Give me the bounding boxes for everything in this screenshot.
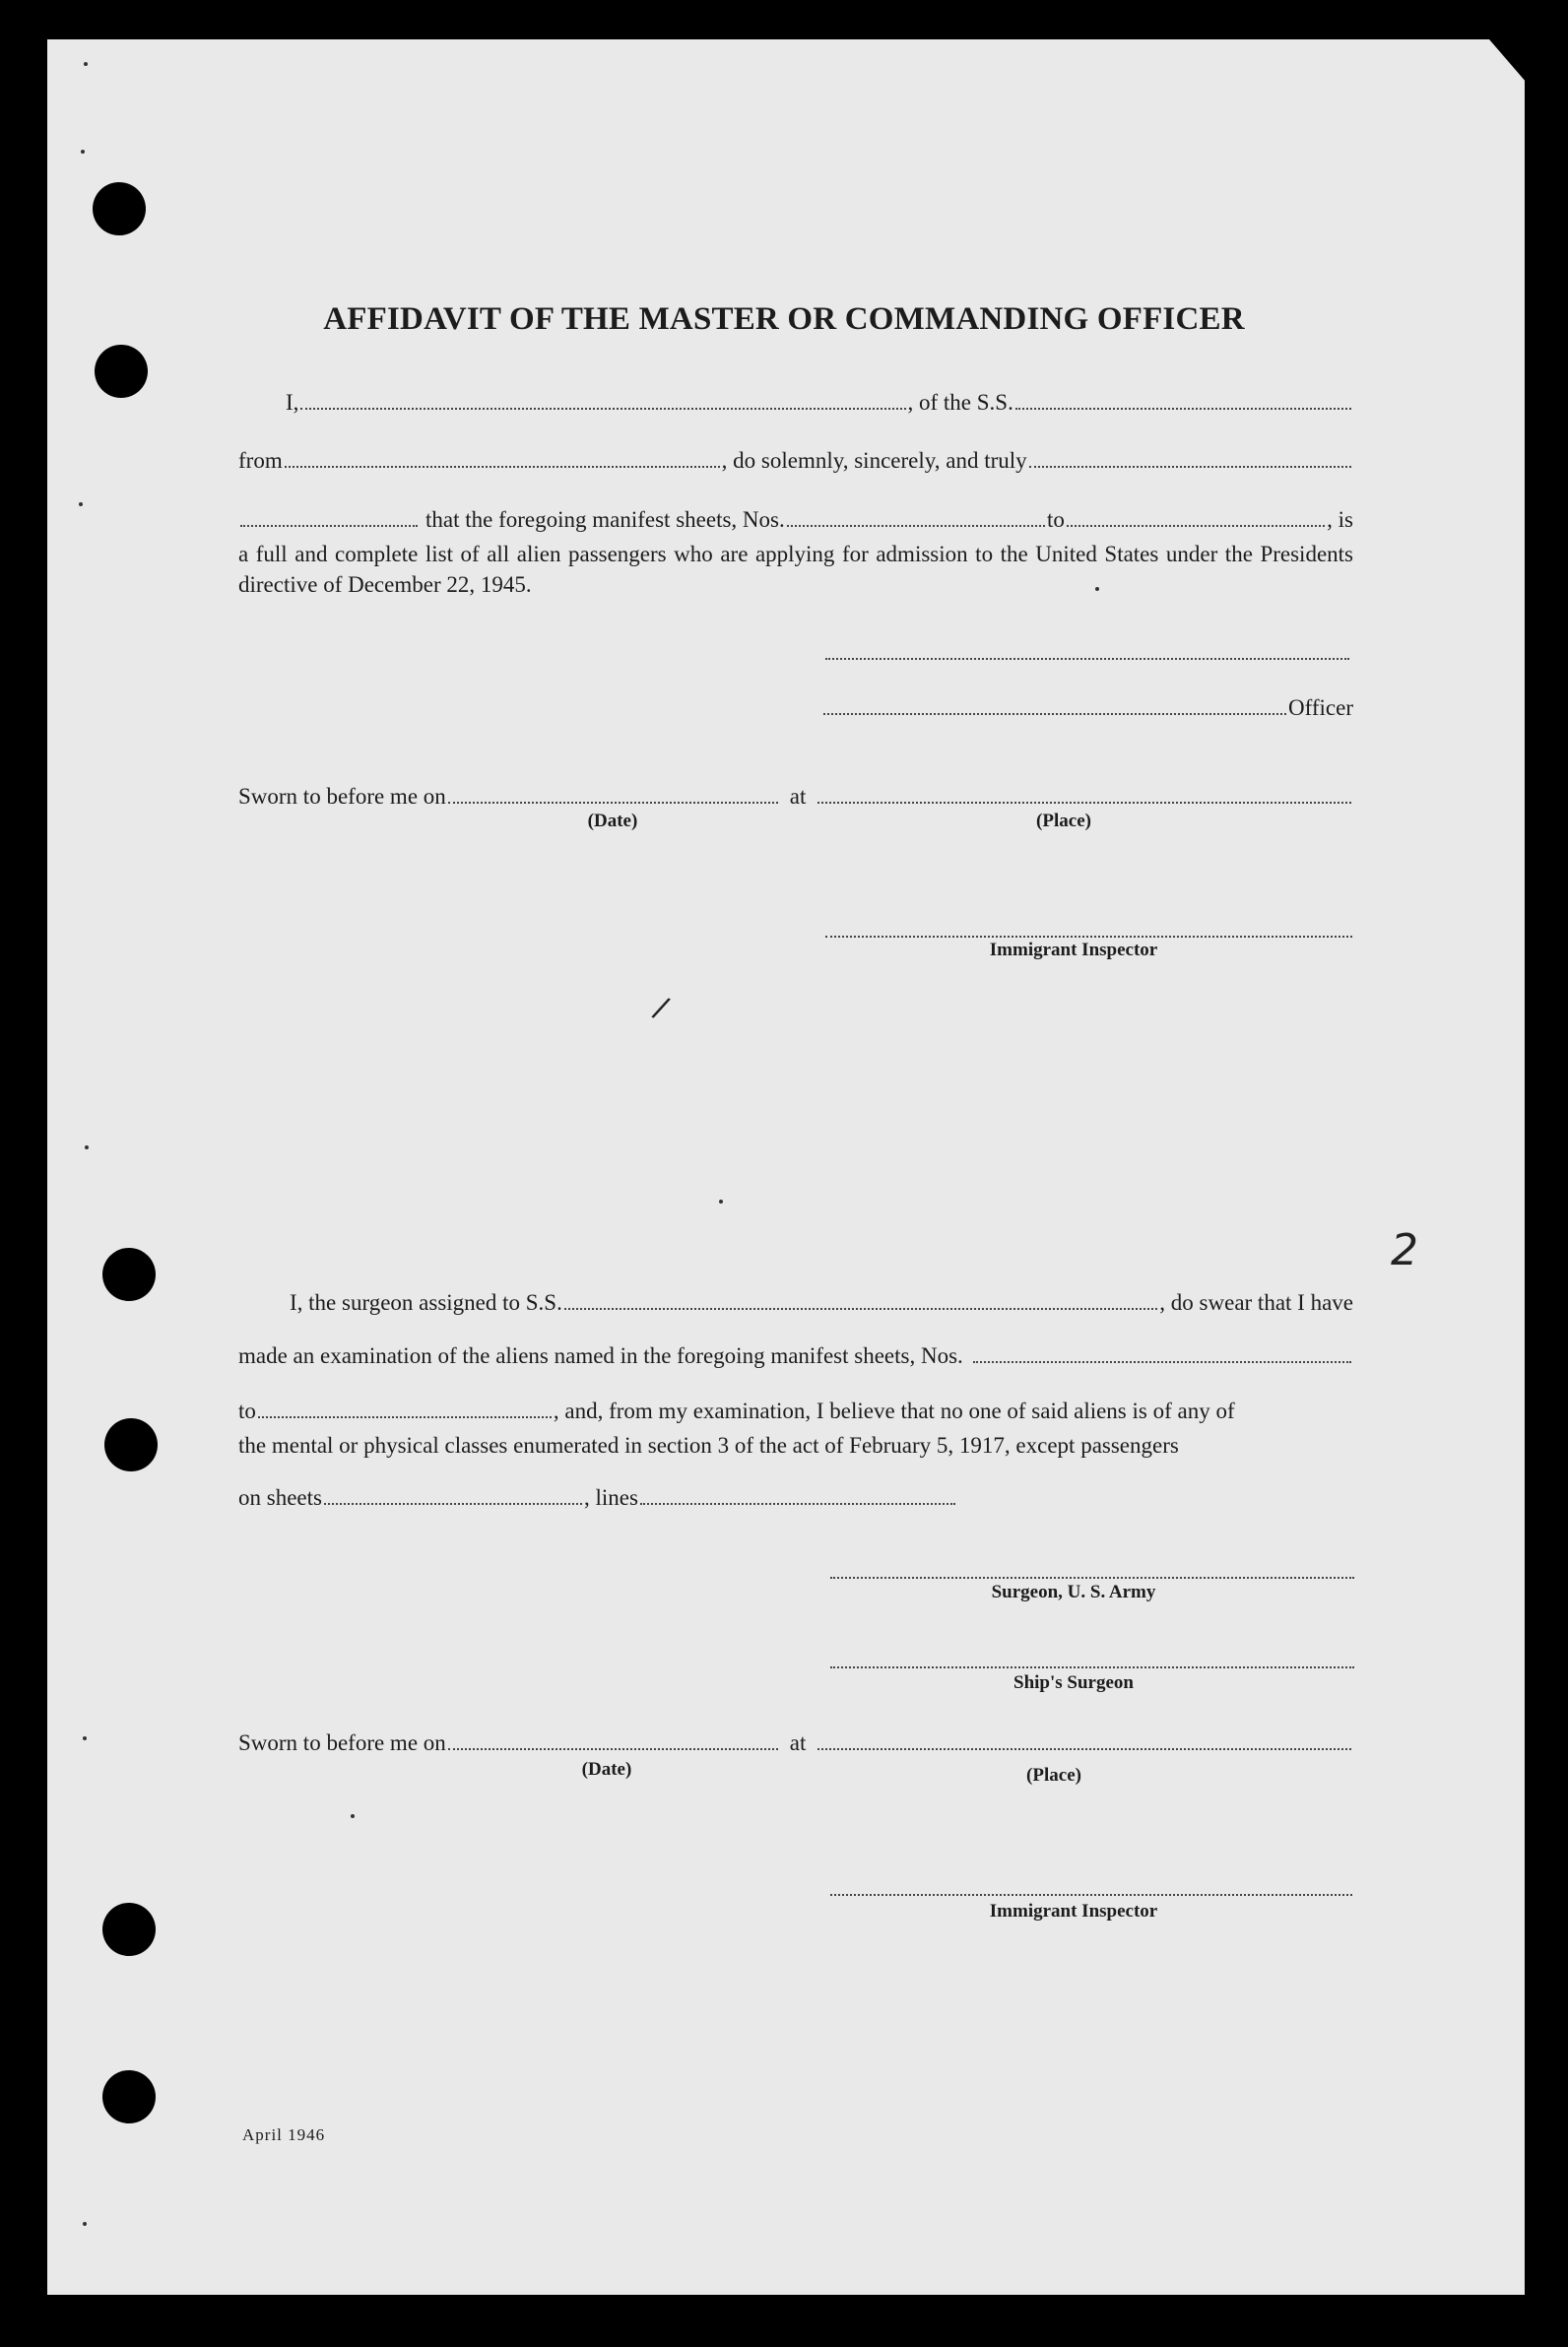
port-field[interactable]	[285, 466, 720, 468]
surgeon-line-5	[238, 1485, 957, 1511]
sworn-at-1: at	[789, 784, 807, 809]
sworn-place-field-2[interactable]	[817, 1748, 1351, 1750]
surgeon-sheets-to-field[interactable]	[258, 1416, 552, 1418]
surgeon-sheets-field[interactable]	[973, 1361, 1351, 1363]
affirm-field[interactable]	[240, 525, 418, 527]
surgeon-intro: I, the surgeon assigned to S.S.	[290, 1290, 562, 1315]
sworn-at-2: at	[789, 1730, 807, 1755]
speck	[83, 1736, 87, 1740]
date-caption-1: (Date)	[587, 811, 638, 831]
inspector-signature-line-1[interactable]	[825, 936, 1352, 938]
surgeon-ship-field[interactable]	[564, 1308, 1157, 1310]
master-to: to	[1047, 507, 1065, 532]
surgeon-belief: , and, from my examination, I believe that no one of said aliens is of any of	[553, 1399, 1235, 1423]
surgeon-line-2	[238, 1343, 1353, 1369]
speck	[83, 2222, 87, 2226]
margin-number: 2	[1391, 1225, 1418, 1275]
officer-label: Officer	[1288, 695, 1353, 720]
ship-name-field[interactable]	[1015, 408, 1351, 410]
surgeon-paragraph: the mental or physical classes enumerated in section 3 of the act of February 5, 1917, except passengers	[238, 1433, 1179, 1458]
form-date-footer: April 1946	[242, 2125, 326, 2144]
inspector-signature-line-2[interactable]	[830, 1894, 1352, 1896]
place-caption-1: (Place)	[1036, 811, 1091, 831]
except-lines-field[interactable]	[640, 1503, 955, 1505]
surgeon-swear: , do swear that I have	[1159, 1290, 1353, 1315]
speck	[79, 502, 83, 506]
torn-corner	[1489, 39, 1527, 83]
master-signature-line[interactable]	[825, 658, 1349, 660]
except-sheets-field[interactable]	[324, 1503, 582, 1505]
ship-surgeon-signature-line[interactable]	[830, 1666, 1354, 1668]
master-paragraph: a full and complete list of all alien passengers who are applying for admission to the United States under the Presidents directive of December 22, 1945.	[238, 542, 1353, 597]
punch-hole	[102, 1903, 156, 1956]
date-caption-2: (Date)	[581, 1759, 632, 1780]
sworn-label-2: Sworn to before me on	[238, 1730, 446, 1755]
sworn-place-field-1[interactable]	[817, 802, 1351, 804]
officer-signature-field[interactable]	[823, 713, 1286, 715]
master-line-1	[286, 390, 1353, 416]
speck	[351, 1814, 355, 1818]
punch-hole	[104, 1418, 158, 1471]
master-line-3	[238, 507, 1353, 533]
inspector-caption-2: Immigrant Inspector	[989, 1901, 1158, 1922]
surgeon-line-1	[290, 1290, 1353, 1316]
punch-hole	[95, 345, 148, 398]
sworn-date-field-1[interactable]	[448, 802, 778, 804]
master-solemnly: , do solemnly, sincerely, and truly	[721, 448, 1027, 473]
master-line-2	[238, 448, 1353, 474]
army-surgeon-signature-line[interactable]	[830, 1577, 1354, 1579]
sheet-from-field[interactable]	[787, 525, 1045, 527]
pen-mark: /	[649, 990, 674, 1026]
sworn-line-2	[238, 1730, 1353, 1756]
punch-hole	[102, 1248, 156, 1301]
sworn-date-field-2[interactable]	[448, 1748, 778, 1750]
master-manifest: that the foregoing manifest sheets, Nos.	[425, 507, 785, 532]
inspector-caption-1: Immigrant Inspector	[989, 940, 1158, 960]
oath-field[interactable]	[1029, 466, 1351, 468]
place-caption-2: (Place)	[1026, 1765, 1081, 1786]
surgeon-to: to	[238, 1399, 256, 1423]
speck	[719, 1200, 723, 1204]
sheet-to-field[interactable]	[1067, 525, 1325, 527]
punch-hole	[93, 182, 146, 235]
speck	[81, 150, 85, 154]
surgeon-exam: made an examination of the aliens named in the foregoing manifest sheets, Nos.	[238, 1343, 963, 1368]
surgeon-line-3	[238, 1399, 1353, 1424]
master-i: I,	[286, 390, 299, 415]
form-title: AFFIDAVIT OF THE MASTER OR COMMANDING OFFICER	[323, 301, 1245, 337]
form-page	[47, 39, 1525, 2295]
speck	[85, 1145, 89, 1149]
punch-hole	[102, 2070, 156, 2123]
master-of-ss: , of the S.S.	[907, 390, 1013, 415]
officer-line	[821, 695, 1353, 721]
speck	[84, 62, 88, 66]
master-name-field[interactable]	[300, 408, 905, 410]
master-from: from	[238, 448, 283, 473]
ship-surgeon-caption: Ship's Surgeon	[1013, 1672, 1134, 1693]
army-surgeon-caption: Surgeon, U. S. Army	[991, 1582, 1156, 1602]
surgeon-lines: , lines	[583, 1485, 638, 1510]
master-is: , is	[1327, 507, 1353, 532]
sworn-label-1: Sworn to before me on	[238, 784, 446, 809]
sworn-line-1	[238, 784, 1353, 810]
surgeon-on-sheets: on sheets	[238, 1485, 322, 1510]
